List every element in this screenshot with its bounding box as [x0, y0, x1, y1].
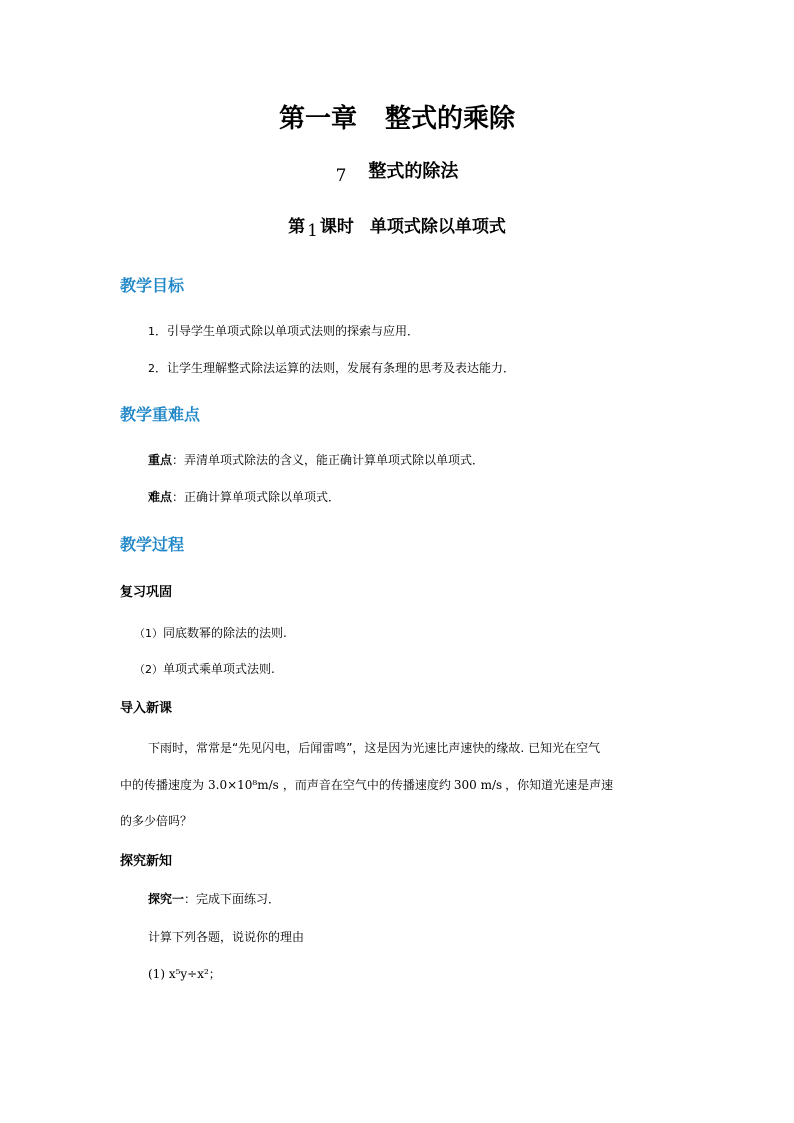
- review-number: （2）: [134, 663, 163, 676]
- explore-label: 探究一: [148, 892, 185, 906]
- intro-text: ，而声音在空气中的传播速度约: [282, 778, 451, 792]
- difficult-label: 难点: [148, 490, 173, 504]
- explore-task: [148, 890, 280, 907]
- explore-heading: 探究新知: [120, 854, 173, 869]
- chapter-name: 整式的乘除: [385, 104, 516, 134]
- review-text: 单项式乘单项式法则.: [163, 662, 275, 676]
- goal-number: 2: [148, 362, 155, 375]
- review-number: （1）: [134, 627, 163, 640]
- intro-line-2: [120, 776, 613, 793]
- goals-heading: 教学目标: [120, 276, 185, 295]
- lesson-prefix: 第: [288, 217, 306, 237]
- intro-text: 中的传播速度为: [120, 778, 205, 792]
- review-item: [134, 660, 275, 677]
- explore-instruction: 计算下列各题，说说你的理由: [148, 930, 305, 944]
- difficult-point: [148, 488, 340, 505]
- light-speed: 3.0×10⁸m/s: [208, 778, 279, 792]
- chapter-number: 第一章: [278, 104, 357, 134]
- lesson-name: 单项式除以单项式: [369, 217, 506, 237]
- goal-item: [148, 359, 515, 376]
- key-point: [148, 451, 484, 468]
- intro-heading: 导入新课: [120, 701, 173, 716]
- review-text: 同底数幂的除法的法则.: [163, 626, 287, 640]
- chapter-title: [0, 98, 794, 135]
- sound-speed: 300 m/s: [453, 778, 503, 792]
- section-name: 整式的除法: [368, 161, 459, 182]
- intro-text: ，你知道光速是声速: [505, 778, 614, 792]
- section-number: 7: [335, 166, 347, 186]
- intro-line-1: 下雨时，常常是“先见闪电，后闻雷鸣”，这是因为光速比声速快的缘故. 已知光在空气: [148, 741, 601, 755]
- goal-text: ．引导学生单项式除以单项式法则的探索与应用．: [155, 324, 420, 338]
- explore-text: ：完成下面练习．: [184, 892, 281, 906]
- section-title: [0, 157, 794, 186]
- process-heading: 教学过程: [120, 535, 185, 554]
- goal-item: [148, 322, 419, 339]
- goal-text: ．让学生理解整式除法运算的法则，发展有条理的思考及表达能力．: [155, 361, 516, 375]
- review-item: [134, 624, 287, 641]
- goal-number: 1: [148, 325, 155, 338]
- key-label: 重点: [148, 453, 173, 467]
- problem-1: (1) x⁵y÷x²；: [148, 967, 221, 981]
- key-points-heading: 教学重难点: [120, 405, 201, 424]
- difficult-text: ：正确计算单项式除以单项式．: [172, 490, 341, 504]
- review-heading: 复习巩固: [120, 585, 173, 600]
- intro-line-3: 的多少倍吗？: [120, 814, 193, 828]
- key-text: ：弄清单项式除法的含义，能正确计算单项式除以单项式．: [172, 453, 485, 467]
- lesson-suffix: 课时: [319, 217, 354, 237]
- lesson-number: 1: [307, 221, 318, 241]
- lesson-title: [0, 212, 794, 241]
